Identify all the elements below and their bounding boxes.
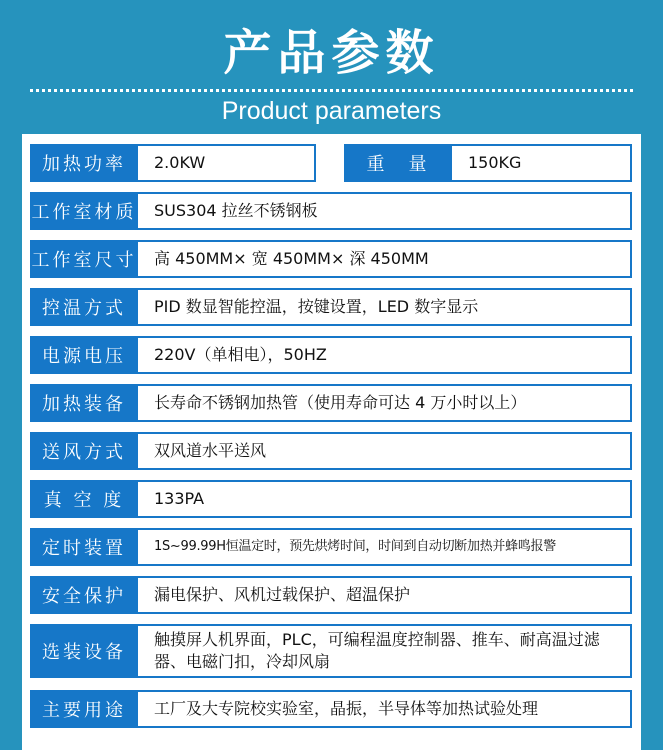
param-value: 150KG [452, 144, 632, 182]
dotted-divider [30, 89, 633, 92]
param-label: 送风方式 [30, 432, 138, 470]
param-row-weight [344, 144, 632, 182]
param-row-vacuum [30, 480, 632, 518]
param-label: 安全保护 [30, 576, 138, 614]
page-title: 产品参数 [223, 25, 440, 81]
param-label: 主要用途 [30, 690, 138, 728]
param-row-options [30, 624, 632, 678]
page-subtitle: Product parameters [221, 97, 442, 125]
param-value: 高 450MM× 宽 450MM× 深 450MM [138, 240, 632, 278]
param-value: 133PA [138, 480, 632, 518]
param-value: 双风道水平送风 [138, 432, 632, 470]
param-row-temp-control [30, 288, 632, 326]
param-value: 长寿命不锈钢加热管（使用寿命可达 4 万小时以上） [138, 384, 632, 422]
param-row-usage [30, 690, 632, 728]
param-label: 真 空 度 [30, 480, 138, 518]
param-row-power [30, 144, 316, 182]
param-label: 控温方式 [30, 288, 138, 326]
param-value: SUS304 拉丝不锈钢板 [138, 192, 632, 230]
param-label: 加热功率 [30, 144, 138, 182]
param-value: 触摸屏人机界面，PLC，可编程温度控制器、推车、耐高温过滤器、电磁门扣，冷却风扇 [138, 624, 632, 678]
param-row-size [30, 240, 632, 278]
param-value: 2.0KW [138, 144, 316, 182]
param-row-material [30, 192, 632, 230]
param-label: 重 量 [344, 144, 452, 182]
param-value: 工厂及大专院校实验室，晶振，半导体等加热试验处理 [138, 690, 632, 728]
param-row-voltage [30, 336, 632, 374]
param-label: 加热装备 [30, 384, 138, 422]
param-label: 电源电压 [30, 336, 138, 374]
parameter-panel [22, 134, 641, 750]
param-value: 1S~99.99H恒温定时，预先烘烤时间，时间到自动切断加热并蜂鸣报警 [138, 528, 632, 566]
param-label: 选装设备 [30, 624, 138, 678]
param-label: 定时装置 [30, 528, 138, 566]
param-value: PID 数显智能控温，按键设置，LED 数字显示 [138, 288, 632, 326]
param-row-safety [30, 576, 632, 614]
param-row-heating [30, 384, 632, 422]
param-label: 工作室材质 [30, 192, 138, 230]
param-row-timer [30, 528, 632, 566]
header [0, 0, 663, 132]
param-value: 漏电保护、风机过载保护、超温保护 [138, 576, 632, 614]
param-row-airflow [30, 432, 632, 470]
param-value: 220V（单相电），50HZ [138, 336, 632, 374]
param-label: 工作室尺寸 [30, 240, 138, 278]
